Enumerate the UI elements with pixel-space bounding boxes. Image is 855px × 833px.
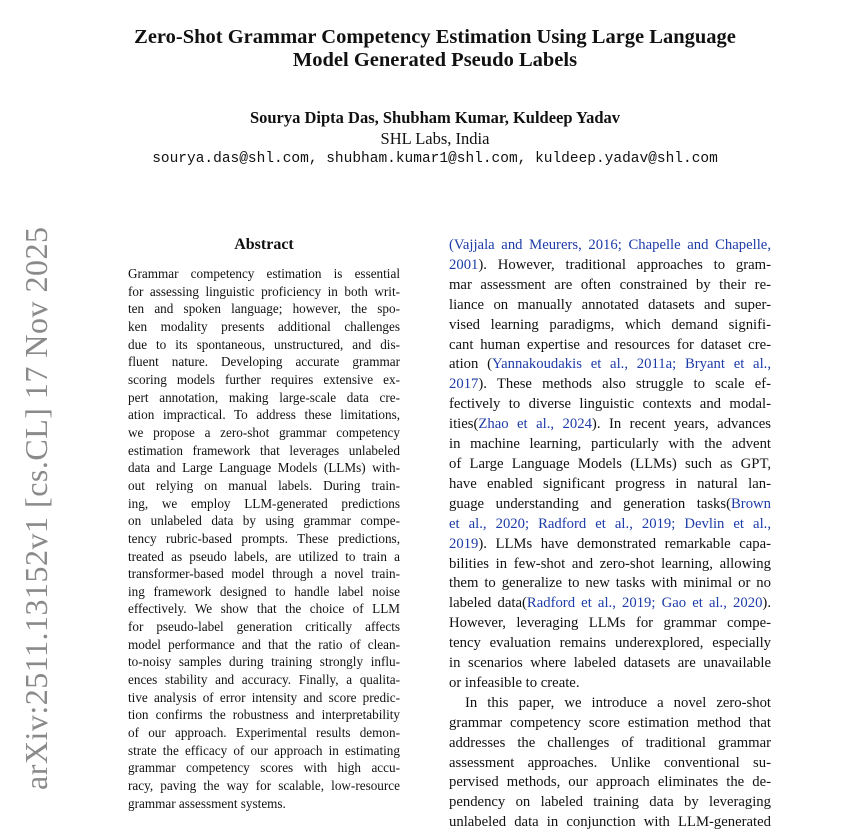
citation-link[interactable]: Zhao et al., 2024 [478, 416, 592, 433]
body-line [449, 634, 771, 654]
paper-title-line-2: Model Generated Pseudo Labels [292, 48, 578, 71]
body-line [449, 793, 771, 813]
abstract-line: ing framework designed to handle label noise [128, 583, 400, 599]
abstract-line: racy, paving the way for scalable, low-resource [128, 778, 400, 794]
body-line [449, 336, 771, 356]
abstract-line: scoring models further requires extensive ex- [128, 371, 400, 387]
intro-column-text [449, 236, 771, 833]
body-text-segment: of Large Language Models (LLMs) such as GPT, [449, 455, 771, 472]
body-line [449, 355, 771, 375]
body-line [449, 674, 771, 694]
abstract-line: for assessing linguistic proficiency in both writ- [128, 283, 400, 299]
body-line [449, 773, 771, 793]
abstract-body [128, 265, 400, 812]
body-line [449, 455, 771, 475]
citation-link[interactable]: 2001 [449, 256, 479, 273]
body-line [449, 415, 771, 435]
body-text-segment: in machine learning, particularly with the advent [449, 436, 771, 453]
abstract-line: model performance and that the ratio of clean- [128, 636, 400, 652]
abstract-line: tive analysis of error intensity and score predic- [128, 689, 400, 705]
body-text-segment: unlabeled data in conjunction with LLM-generated [449, 814, 771, 831]
abstract-line: Grammar competency estimation is essential [128, 266, 400, 281]
author-emails: sourya.das@shl.com, shubham.kumar1@shl.com, kuldeep.yadav@shl.com [152, 151, 718, 167]
body-line [449, 276, 771, 296]
body-text-segment: tency evaluation remains underexplored, especially [449, 635, 771, 652]
body-text-segment: bilities in few-shot and zero-shot learning, allowing [449, 555, 771, 572]
abstract-line: data and Large Language Models (LLMs) with- [128, 460, 400, 476]
body-line [449, 515, 771, 535]
body-line [449, 614, 771, 634]
body-text-segment: ). [762, 595, 771, 612]
abstract-line: transformer-based model through a novel train- [128, 566, 400, 582]
abstract-line: strate the efficacy of our approach in estimating [128, 742, 400, 758]
body-line [449, 714, 771, 734]
body-line [449, 236, 771, 256]
abstract-heading: Abstract [234, 236, 294, 253]
body-line [449, 495, 771, 515]
body-text-segment: ). However, traditional approaches to gram- [478, 256, 771, 273]
body-line [449, 256, 771, 276]
body-text-segment: ). LLMs have demonstrated remarkable capa- [478, 535, 771, 552]
abstract-line: ation impractical. To address these limitations, [128, 407, 400, 423]
body-line [449, 574, 771, 594]
abstract-line: tency rubric-based prompts. These predictions, [128, 530, 400, 546]
body-text-segment: ation ( [449, 356, 493, 373]
body-text-segment: grammar competency score estimation method that [449, 714, 771, 731]
abstract-line: treated as pseudo labels, are utilized to train a [128, 548, 400, 564]
body-text-segment: labeled data( [449, 595, 527, 612]
paper-title-line-1: Zero-Shot Grammar Competency Estimation Using Large Language [134, 26, 736, 48]
body-text-segment: mar assessment are often constrained by their re- [449, 276, 771, 293]
body-line [449, 734, 771, 754]
body-line [449, 475, 771, 495]
citation-link[interactable]: et al., 2020; Radford et al., 2019; Devlin et al., [449, 515, 771, 532]
body-text-segment: liance on manually annotated datasets and super- [449, 296, 771, 313]
body-text-segment: In this paper, we introduce a novel zero-shot [465, 694, 771, 711]
citation-link[interactable]: 2017 [449, 376, 479, 393]
body-line [449, 395, 771, 415]
body-text-segment: cant human expertise and resources for dataset cre- [449, 336, 771, 353]
body-line [449, 654, 771, 674]
body-text-segment: in scenarios where labeled datasets are unavailable [449, 655, 771, 672]
body-text-segment: pervised methods, our approach eliminates the de- [449, 774, 771, 791]
abstract-line: we propose a zero-shot grammar competency [128, 424, 400, 440]
body-line [449, 813, 771, 833]
body-line [449, 594, 771, 614]
abstract-line: fluent nature. Developing accurate grammar [128, 354, 400, 370]
body-text-segment: ). These methods also struggle to scale ef- [478, 376, 771, 393]
arxiv-identifier: arXiv:2511.13152v1 [cs.CL] 17 Nov 2025 [18, 226, 54, 790]
body-text-segment: or infeasible to create. [449, 674, 580, 691]
abstract-line: estimation framework that leverages unlabeled [128, 442, 400, 458]
body-text-segment: addresses the challenges of traditional grammar [449, 734, 771, 751]
body-line [449, 555, 771, 575]
abstract-line: ten and spoken language; however, the spo- [128, 301, 400, 317]
body-text-segment: have enabled significant progress in natural lan- [449, 475, 771, 492]
body-line [449, 694, 771, 714]
body-text-segment: However, leveraging LLMs for grammar compe- [449, 615, 771, 632]
abstract-line: ences stability and accuracy. Finally, a qualita- [128, 672, 400, 688]
body-text-segment: guage understanding and generation tasks( [449, 495, 732, 512]
abstract-line: for pseudo-label generation critically affects [128, 619, 400, 635]
citation-link[interactable]: Radford et al., 2019; Gao et al., 2020 [526, 595, 763, 612]
abstract-line: due to its spontaneous, unstructured, and dis- [128, 336, 400, 352]
body-line [449, 316, 771, 336]
citation-link[interactable]: (Vajjala and Meurers, 2016; Chapelle and Chapelle, [449, 237, 771, 253]
body-line [449, 754, 771, 774]
abstract-line: ing, we employ LLM-generated predictions [128, 495, 400, 511]
affiliation: SHL Labs, India [380, 129, 490, 148]
abstract-line: effectively. We show that the choice of LLM [128, 601, 400, 617]
abstract-line: grammar competency scores with high accu- [128, 760, 400, 776]
abstract-line: ken modality presents additional challenges [128, 318, 400, 334]
abstract-line: pert annotation, making large-scale data cre- [128, 389, 400, 405]
body-line [449, 296, 771, 316]
body-text-segment: fectively to diverse linguistic contexts and modal- [449, 396, 771, 413]
body-line [449, 435, 771, 455]
citation-link[interactable]: Brown [731, 495, 771, 512]
body-line [449, 375, 771, 395]
body-text-segment: vised learning paradigms, which demand signifi- [449, 316, 771, 333]
body-text-segment: pendency on labeled training data by leveraging [449, 794, 771, 811]
abstract-line: tion confirms the robustness and interpretability [128, 707, 400, 723]
abstract-line: to-noisy samples during training strongly influ- [128, 654, 400, 670]
abstract-line: on unlabeled data by using grammar compe- [128, 513, 400, 529]
abstract-line: of our approach. Experimental results demon- [128, 725, 400, 741]
body-line [449, 535, 771, 555]
abstract-line: grammar assessment systems. [128, 795, 286, 811]
body-text-segment: assessment approaches. Unlike conventional su- [449, 754, 771, 771]
body-text-segment: ities( [449, 416, 479, 433]
abstract-line: out relying on manual labels. During train- [128, 477, 400, 493]
body-text-segment: them to generalize to new tasks with minimal or no [449, 575, 771, 592]
citation-link[interactable]: Yannakoudakis et al., 2011a; Bryant et al., [492, 356, 771, 373]
body-text-segment: ). In recent years, advances [591, 416, 771, 433]
paper-title [90, 26, 780, 71]
citation-link[interactable]: 2019 [449, 535, 479, 552]
author-list: Sourya Dipta Das, Shubham Kumar, Kuldeep Yadav [249, 108, 621, 127]
